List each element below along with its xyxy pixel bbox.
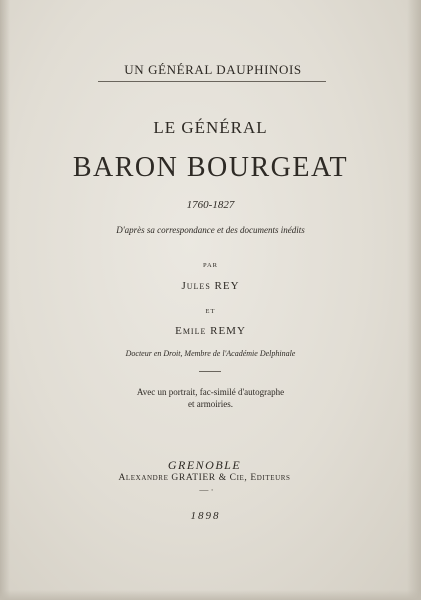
note-line-2: et armoiries. [188, 399, 233, 409]
page-edge-bottom [0, 590, 421, 600]
author-2-credentials: Docteur en Droit, Membre de l'Académie Delphinale [125, 349, 296, 358]
note-line-1: Avec un portrait, fac-similé d'autographe [136, 387, 285, 397]
imprint-year: 1898 [190, 510, 221, 522]
author-1: Jules REY [181, 280, 240, 292]
dates: 1760-1827 [186, 199, 235, 211]
title-line-1: LE GÉNÉRAL [153, 118, 268, 137]
series-title: UN GÉNÉRAL DAUPHINOIS [124, 62, 302, 77]
imprint-publisher: Alexandre GRATIER & Cie, Editeurs [118, 473, 291, 483]
conjunction: ET [205, 308, 216, 315]
main-title: BARON BOURGEAT [72, 152, 349, 183]
short-rule [199, 371, 221, 372]
by-label: PAR [202, 262, 219, 269]
imprint-city: GRENOBLE [167, 458, 242, 472]
subtitle: D'après sa correspondance et des documents inédits [116, 225, 305, 235]
imprint-ornament: — · [199, 485, 214, 495]
series-rule [98, 81, 326, 82]
author-2: Emile REMY [175, 325, 246, 337]
